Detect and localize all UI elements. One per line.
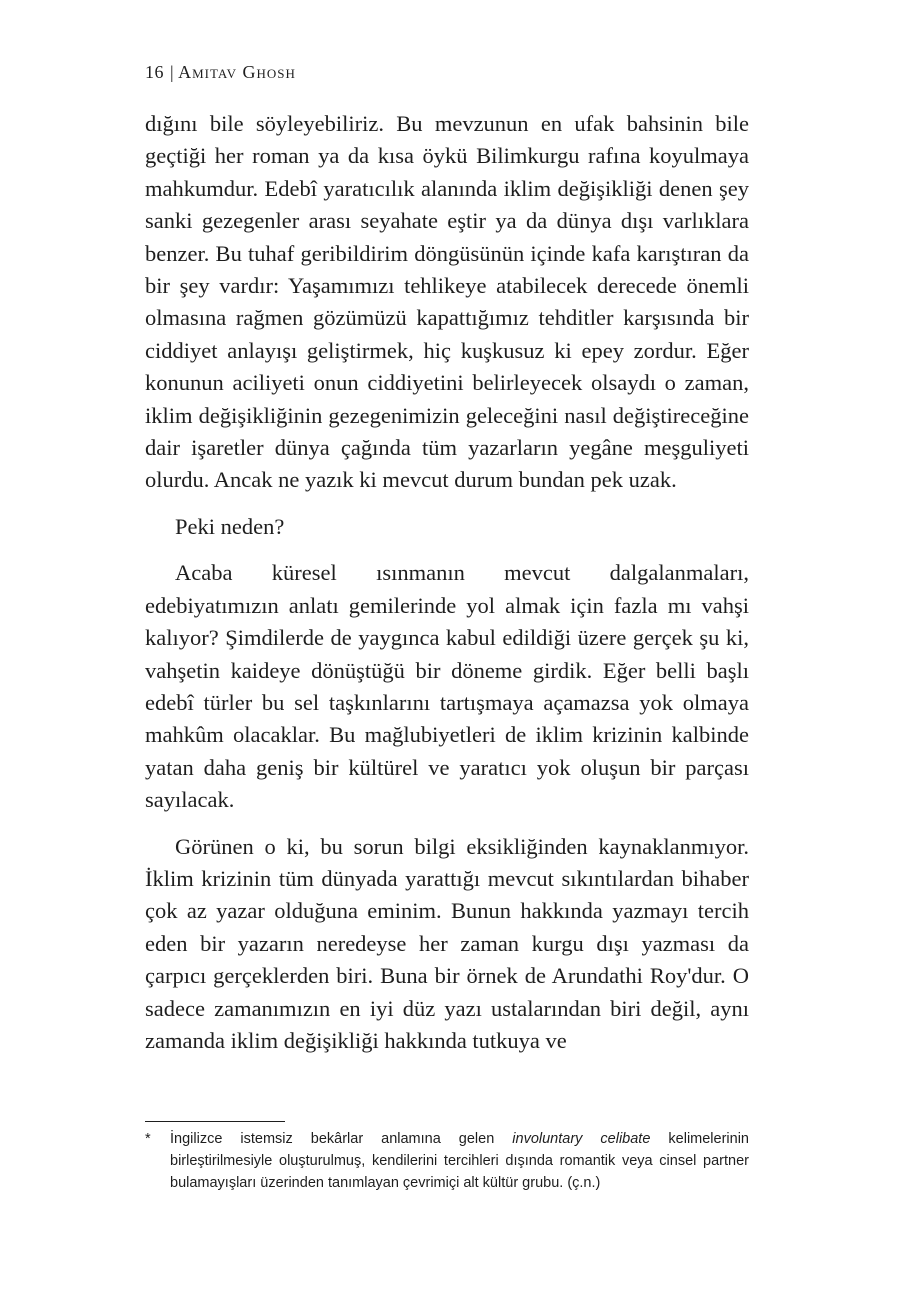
footnote-divider — [145, 1121, 285, 1122]
paragraph-3: Acaba küresel ısınmanın mevcut dalgalanmaları, edebiyatımızın anlatı gemilerinde yol almak için fazla mı vahşi kalıyor? Şimdilerde de yaygınca kabul edildiği üzere gerçek şu ki, vahşetin kaideye dönüştüğü bir döneme girdik. Eğer belli başlı edebî türler bu sel taşkınlarını tartışmaya açamazsa yok olmaya mahkûm olacaklar. Bu mağlubiyetleri de iklim krizinin kalbinde yatan daha geniş bir kültürel ve yaratıcı yok oluşun bir parçası sayılacak. — [145, 560, 749, 813]
footnote-mark: * — [145, 1131, 151, 1147]
body-text — [145, 108, 749, 1057]
footnote-text-after: kelimelerinin birleştirilmesiyle oluşturulmuş, kendilerini tercihleri dışında romantik veya cinsel partner bulamayışları üzerinden tanımlayan çevrimiçi alt kültür grubu. (ç.n.) — [170, 1131, 749, 1191]
header-separator: | — [170, 62, 175, 82]
author-name: Amitav Ghosh — [178, 62, 296, 82]
footnote-text-before: İngilizce istemsiz bekârlar anlamına gelen — [170, 1131, 513, 1147]
paragraph-4: Görünen o ki, bu sorun bilgi eksikliğinden kaynaklanmıyor. İklim krizinin tüm dünyada yarattığı mevcut sıkıntılardan bihaber çok az yazar olduğuna eminim. Bunun hakkında yazmayı tercih eden bir yazarın neredeyse her zaman kurgu dışı yazması da çarpıcı gerçeklerden biri. Buna bir örnek de Arundathi Roy'dur. O sadece zamanımızın en iyi düz yazı ustalarından biri değil, aynı zamanda iklim değişikliği hakkında tutkuya ve — [145, 833, 749, 1053]
running-head — [145, 62, 296, 83]
paragraph-1: dığını bile söyleyebiliriz. Bu mevzunun en ufak bahsinin bile geçtiği her roman ya da kısa öykü Bilimkurgu rafına koyulmaya mahkumdur. Edebî yaratıcılık alanında iklim değişikliği denen şey sanki gezegenler arası seyahate eştir ya da dünya dışı varlıklara benzer. Bu tuhaf geribildirim döngüsünün içinde kafa karıştıran da bir şey vardır: Yaşamımızı tehlikeye atabilecek derecede önemli olmasına rağmen gözümüzü kapattığımız tehditler karşısında bir ciddiyet anlayışı geliştirmek, hiç kuşkusuz ki epey zordur. Eğer konunun aciliyeti onun ciddiyetini belirleyecek olsaydı o zaman, iklim değişikliğinin gezegenimizin geleceğini nasıl değiştireceğine dair işaretler dünya çağında tüm yazarların yegâne meşguliyeti olurdu. Ancak ne yazık ki mevcut durum bundan pek uzak. — [145, 111, 749, 493]
footnote-italic-term: involuntary celibate — [512, 1131, 651, 1147]
footnote-text — [170, 1128, 749, 1194]
footnote — [145, 1128, 749, 1194]
paragraph-2: Peki neden? — [175, 513, 285, 539]
page-number: 16 — [145, 62, 164, 82]
